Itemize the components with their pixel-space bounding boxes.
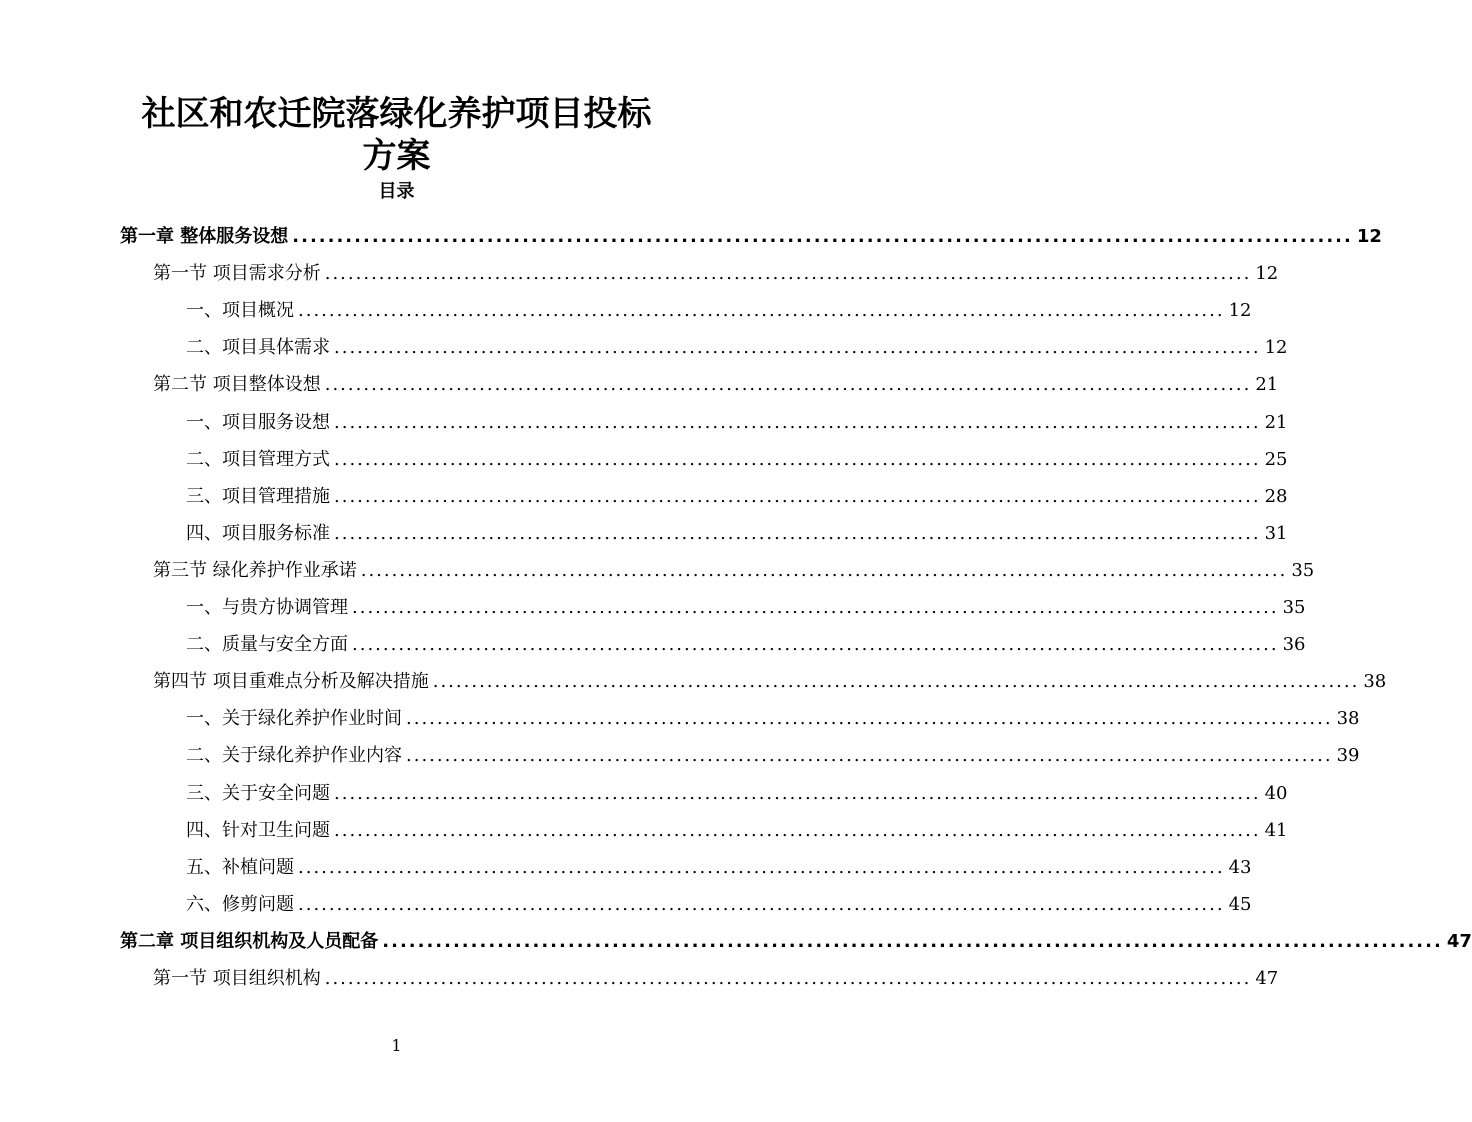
toc-leader-dots: ........................................................................................................................ <box>334 819 1261 841</box>
toc-entry[interactable] <box>153 255 1279 292</box>
toc-leader-dots: ........................................................................................................................ <box>432 671 1360 693</box>
toc-entry-page: 38 <box>1336 708 1360 730</box>
toc-entry-page: 28 <box>1264 485 1288 507</box>
toc-entry-page: 35 <box>1291 559 1315 581</box>
toc-entry-label: 四、项目服务标准 <box>186 522 330 544</box>
toc-entry-page: 31 <box>1264 522 1288 544</box>
toc-entry-page: 45 <box>1228 893 1252 915</box>
toc-entry[interactable] <box>186 404 1288 441</box>
toc-entry-label: 三、关于安全问题 <box>186 782 330 804</box>
toc-entry-page: 12 <box>1228 300 1252 322</box>
toc-entry-label: 二、关于绿化养护作业内容 <box>186 745 402 767</box>
toc-entry-page: 12 <box>1255 263 1279 285</box>
toc-entry-page: 36 <box>1282 634 1306 656</box>
toc-leader-dots: ........................................................................................................................ <box>334 411 1261 433</box>
toc-entry-label: 第二章 项目组织机构及人员配备 <box>120 930 379 952</box>
toc-entry[interactable] <box>186 478 1288 515</box>
toc-entry[interactable] <box>186 441 1288 478</box>
toc-entry-page: 21 <box>1255 374 1279 396</box>
toc-entry-page: 25 <box>1264 448 1288 470</box>
toc-leader-dots: ........................................................................................................................ <box>352 597 1279 618</box>
toc-entry-label: 第三节 绿化养护作业承诺 <box>153 559 357 581</box>
toc-entry-label: 二、项目管理方式 <box>186 448 330 470</box>
toc-leader-dots: ........................................................................................................................ <box>406 708 1333 730</box>
toc-entry[interactable] <box>153 960 1279 997</box>
toc-entry-page: 43 <box>1228 856 1252 878</box>
toc-leader-dots: ........................................................................................................................ <box>324 263 1252 285</box>
toc-entry[interactable] <box>186 515 1288 552</box>
toc-entry-page: 39 <box>1336 745 1360 767</box>
toc-leader-dots: ........................................................................................................................ <box>334 485 1261 507</box>
toc-leader-dots: ........................................................................................................................ <box>334 448 1261 470</box>
toc-entry[interactable] <box>153 552 1315 589</box>
toc-leader-dots: ........................................................................................................................ <box>334 522 1261 544</box>
toc-entry[interactable] <box>120 923 1472 960</box>
toc-entry-label: 一、项目服务设想 <box>186 411 330 433</box>
toc-entry[interactable] <box>186 775 1288 812</box>
title-line-2: 方案 <box>362 136 431 176</box>
toc-leader-dots: ........................................................................................................................ <box>292 226 1353 247</box>
toc-entry-label: 三、项目管理措施 <box>186 485 330 507</box>
document-title <box>0 93 793 177</box>
toc-entry[interactable] <box>186 700 1360 737</box>
toc-entry[interactable] <box>153 366 1279 403</box>
toc-heading: 目录 <box>378 181 415 202</box>
toc-entry-label: 五、补植问题 <box>186 856 294 878</box>
toc-leader-dots: ........................................................................................................................ <box>298 300 1225 322</box>
toc-leader-dots: ........................................................................................................................ <box>298 893 1225 915</box>
toc-entry-label: 一、项目概况 <box>186 300 294 322</box>
toc-leader-dots: ........................................................................................................................ <box>360 559 1288 581</box>
toc-entry-page: 21 <box>1264 411 1288 433</box>
toc-leader-dots: ........................................................................................................................ <box>334 782 1261 804</box>
toc-entry-label: 第四节 项目重难点分析及解决措施 <box>153 671 429 693</box>
toc-leader-dots: ........................................................................................................................ <box>334 337 1261 359</box>
toc-entry-label: 六、修剪问题 <box>186 893 294 915</box>
toc-entry-page: 47 <box>1255 968 1279 989</box>
page-number: 1 <box>391 1036 402 1055</box>
toc-entry-page: 12 <box>1264 337 1288 359</box>
toc-entry-label: 二、项目具体需求 <box>186 337 330 359</box>
toc-entry-label: 四、针对卫生问题 <box>186 819 330 841</box>
toc-entry-label: 第一章 整体服务设想 <box>120 226 289 247</box>
toc-entry[interactable] <box>186 589 1306 626</box>
toc-entry[interactable] <box>186 849 1252 886</box>
toc-entry-label: 第一节 项目组织机构 <box>153 968 321 989</box>
toc-leader-dots: ........................................................................................................................ <box>406 745 1333 767</box>
toc-entry-page: 40 <box>1264 782 1288 804</box>
title-line-1: 社区和农迁院落绿化养护项目投标 <box>141 94 652 134</box>
toc-entry[interactable] <box>186 737 1360 774</box>
toc-entry-label: 一、与贵方协调管理 <box>186 597 348 618</box>
toc-entry[interactable] <box>186 626 1306 663</box>
toc-entry[interactable] <box>153 663 1387 700</box>
toc-entry-page: 38 <box>1363 671 1387 693</box>
toc-entry-page: 35 <box>1282 597 1306 618</box>
toc-entry-page: 41 <box>1264 819 1288 841</box>
toc-entry[interactable] <box>186 886 1252 923</box>
toc-entry-label: 第二节 项目整体设想 <box>153 374 321 396</box>
toc-leader-dots: ........................................................................................................................ <box>298 856 1225 878</box>
toc-leader-dots: ........................................................................................................................ <box>324 968 1252 989</box>
toc-entry[interactable] <box>186 292 1252 329</box>
toc-entry-label: 第一节 项目需求分析 <box>153 263 321 285</box>
toc-leader-dots: ........................................................................................................................ <box>324 374 1252 396</box>
toc-entry[interactable] <box>186 329 1288 366</box>
toc-leader-dots: ........................................................................................................................ <box>352 634 1279 656</box>
toc-entry[interactable] <box>120 218 1382 255</box>
toc-entry-page: 47 <box>1446 930 1472 952</box>
toc-entry-page: 12 <box>1356 226 1382 247</box>
toc-entry[interactable] <box>186 812 1288 849</box>
toc-entry-label: 一、关于绿化养护作业时间 <box>186 708 402 730</box>
toc-leader-dots: ........................................................................................................................ <box>382 930 1443 952</box>
toc-entry-label: 二、质量与安全方面 <box>186 634 348 656</box>
